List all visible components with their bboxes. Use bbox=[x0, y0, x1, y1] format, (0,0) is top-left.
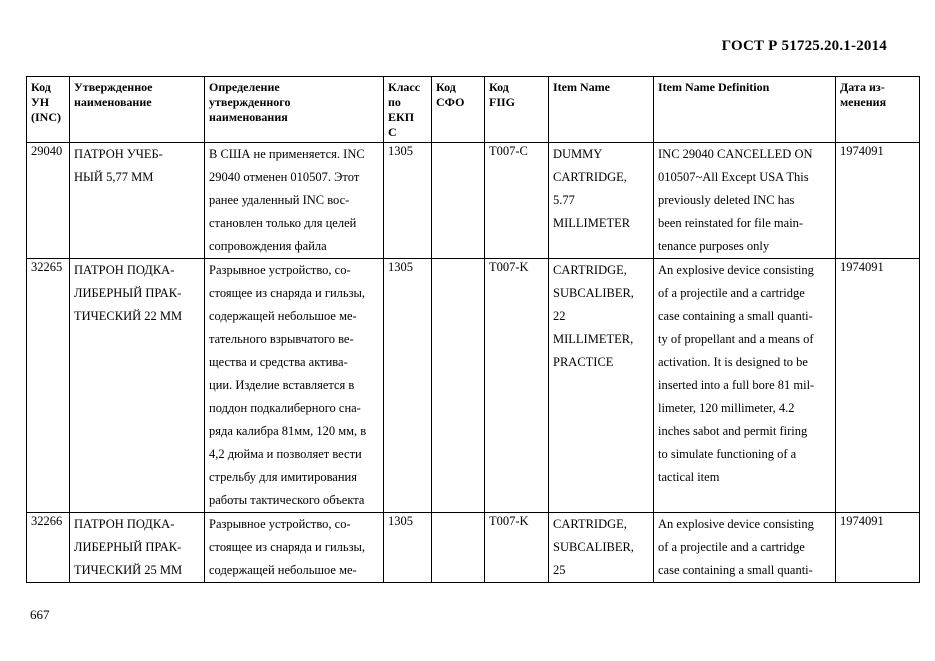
cell-line: tenance purposes only bbox=[658, 239, 770, 253]
item-name-definition-cell bbox=[654, 259, 836, 513]
table-row bbox=[27, 143, 920, 259]
column-header-line: FIIG bbox=[489, 95, 516, 109]
cell-line: ПАТРОН ПОДКА- bbox=[74, 517, 175, 531]
column-header-line: менения bbox=[840, 95, 887, 109]
column-header bbox=[836, 77, 920, 143]
column-header bbox=[432, 77, 485, 143]
column-header-line: по bbox=[388, 95, 401, 109]
fiig-code-cell: T007-K bbox=[485, 513, 549, 583]
cell-line: ПАТРОН УЧЕБ- bbox=[74, 147, 163, 161]
cell-line: ТИЧЕСКИЙ 25 ММ bbox=[74, 563, 183, 577]
cell-line: An explosive device consisting bbox=[658, 263, 814, 277]
cell-line: сопровождения файла bbox=[209, 239, 327, 253]
cell-line: стоящее из снаряда и гильзы, bbox=[209, 540, 366, 554]
column-header-line: ЕКП bbox=[388, 110, 415, 124]
cell-line: 22 bbox=[553, 309, 566, 323]
item-name-cell bbox=[549, 259, 654, 513]
approved-name-cell bbox=[70, 259, 205, 513]
definition-cell bbox=[205, 143, 384, 259]
column-header-line: С bbox=[388, 125, 397, 139]
cell-line: limeter, 120 millimeter, 4.2 bbox=[658, 401, 795, 415]
cell-line: ЛИБЕРНЫЙ ПРАК- bbox=[74, 540, 182, 554]
cell-line: стрельбу для имитирования bbox=[209, 470, 357, 484]
column-header-line: (INC) bbox=[31, 110, 61, 124]
column-header bbox=[654, 77, 836, 143]
column-header-line: Item Name Definition bbox=[658, 80, 770, 94]
cell-line: ПАТРОН ПОДКА- bbox=[74, 263, 175, 277]
column-header bbox=[384, 77, 432, 143]
column-header-line: УН bbox=[31, 95, 50, 109]
change-date-cell: 1974091 bbox=[836, 259, 920, 513]
column-header-line: утвержденного bbox=[209, 95, 291, 109]
cell-line: MILLIMETER bbox=[553, 216, 631, 230]
table-row bbox=[27, 259, 920, 513]
inc-table bbox=[26, 76, 920, 583]
cell-line: been reinstated for file main- bbox=[658, 216, 804, 230]
cell-line: ТИЧЕСКИЙ 22 ММ bbox=[74, 309, 183, 323]
item-name-cell bbox=[549, 143, 654, 259]
fiig-code-cell: T007-C bbox=[485, 143, 549, 259]
cell-line: CARTRIDGE, bbox=[553, 263, 627, 277]
inc-code-cell: 32266 bbox=[27, 513, 70, 583]
cell-line: inches sabot and permit firing bbox=[658, 424, 808, 438]
column-header-line: Дата из- bbox=[840, 80, 885, 94]
cell-line: case containing a small quanti- bbox=[658, 563, 813, 577]
cell-line: CARTRIDGE, bbox=[553, 170, 627, 184]
inc-code-cell: 29040 bbox=[27, 143, 70, 259]
cell-line: of a projectile and a cartridge bbox=[658, 540, 805, 554]
fiig-code-cell: T007-K bbox=[485, 259, 549, 513]
column-header bbox=[70, 77, 205, 143]
column-header-line: наименование bbox=[74, 95, 152, 109]
column-header-line: Код bbox=[31, 80, 51, 94]
definition-cell bbox=[205, 259, 384, 513]
cell-line: ции. Изделие вставляется в bbox=[209, 378, 355, 392]
cell-line: щества и средства актива- bbox=[209, 355, 348, 369]
cell-line: 25 bbox=[553, 563, 566, 577]
page-number: 667 bbox=[30, 607, 50, 622]
cell-line: тательного взрывчатого ве- bbox=[209, 332, 354, 346]
class-cell: 1305 bbox=[384, 143, 432, 259]
column-header-line: Item Name bbox=[553, 80, 610, 94]
cell-line: 5.77 bbox=[553, 193, 575, 207]
cell-line: case containing a small quanti- bbox=[658, 309, 813, 323]
sfo-code-cell bbox=[432, 513, 485, 583]
cell-line: INC 29040 CANCELLED ON bbox=[658, 147, 813, 161]
cell-line: tactical item bbox=[658, 470, 720, 484]
column-header bbox=[27, 77, 70, 143]
cell-line: ЛИБЕРНЫЙ ПРАК- bbox=[74, 286, 182, 300]
column-header-line: СФО bbox=[436, 95, 465, 109]
cell-line: Разрывное устройство, со- bbox=[209, 517, 351, 531]
table-header-row bbox=[27, 77, 920, 143]
column-header bbox=[549, 77, 654, 143]
inc-code-cell: 32265 bbox=[27, 259, 70, 513]
cell-line: SUBCALIBER, bbox=[553, 540, 634, 554]
cell-line: 4,2 дюйма и позволяет вести bbox=[209, 447, 362, 461]
definition-cell bbox=[205, 513, 384, 583]
cell-line: ранее удаленный INC вос- bbox=[209, 193, 350, 207]
cell-line: CARTRIDGE, bbox=[553, 517, 627, 531]
sfo-code-cell bbox=[432, 143, 485, 259]
cell-line: DUMMY bbox=[553, 147, 603, 161]
cell-line: activation. It is designed to be bbox=[658, 355, 808, 369]
class-cell: 1305 bbox=[384, 259, 432, 513]
column-header-line: Код bbox=[489, 80, 509, 94]
column-header-line: Утвержденное bbox=[74, 80, 153, 94]
column-header-line: Код bbox=[436, 80, 456, 94]
document-standard-header: ГОСТ Р 51725.20.1-2014 bbox=[721, 38, 887, 54]
column-header bbox=[485, 77, 549, 143]
column-header bbox=[205, 77, 384, 143]
class-cell: 1305 bbox=[384, 513, 432, 583]
cell-line: содержащей небольшое ме- bbox=[209, 309, 357, 323]
cell-line: содержащей небольшое ме- bbox=[209, 563, 357, 577]
sfo-code-cell bbox=[432, 259, 485, 513]
cell-line: An explosive device consisting bbox=[658, 517, 814, 531]
cell-line: to simulate functioning of a bbox=[658, 447, 797, 461]
approved-name-cell bbox=[70, 513, 205, 583]
approved-name-cell bbox=[70, 143, 205, 259]
cell-line: Разрывное устройство, со- bbox=[209, 263, 351, 277]
cell-line: PRACTICE bbox=[553, 355, 614, 369]
cell-line: В США не применяется. INC bbox=[209, 147, 365, 161]
column-header-line: Определение bbox=[209, 80, 280, 94]
cell-line: inserted into a full bore 81 mil- bbox=[658, 378, 815, 392]
cell-line: НЫЙ 5,77 ММ bbox=[74, 170, 154, 184]
change-date-cell: 1974091 bbox=[836, 143, 920, 259]
cell-line: работы тактического объекта bbox=[209, 493, 365, 507]
cell-line: стоящее из снаряда и гильзы, bbox=[209, 286, 366, 300]
change-date-cell: 1974091 bbox=[836, 513, 920, 583]
item-name-definition-cell bbox=[654, 513, 836, 583]
column-header-line: наименования bbox=[209, 110, 288, 124]
column-header-line: Класс bbox=[388, 80, 421, 94]
cell-line: MILLIMETER, bbox=[553, 332, 634, 346]
item-name-definition-cell bbox=[654, 143, 836, 259]
cell-line: ty of propellant and a means of bbox=[658, 332, 814, 346]
cell-line: поддон подкалиберного сна- bbox=[209, 401, 361, 415]
cell-line: SUBCALIBER, bbox=[553, 286, 634, 300]
cell-line: 29040 отменен 010507. Этот bbox=[209, 170, 360, 184]
item-name-cell bbox=[549, 513, 654, 583]
cell-line: ряда калибра 81мм, 120 мм, в bbox=[209, 424, 367, 438]
cell-line: 010507~All Except USA This bbox=[658, 170, 809, 184]
table-row bbox=[27, 513, 920, 583]
cell-line: of a projectile and a cartridge bbox=[658, 286, 805, 300]
cell-line: previously deleted INC has bbox=[658, 193, 795, 207]
cell-line: становлен только для целей bbox=[209, 216, 357, 230]
